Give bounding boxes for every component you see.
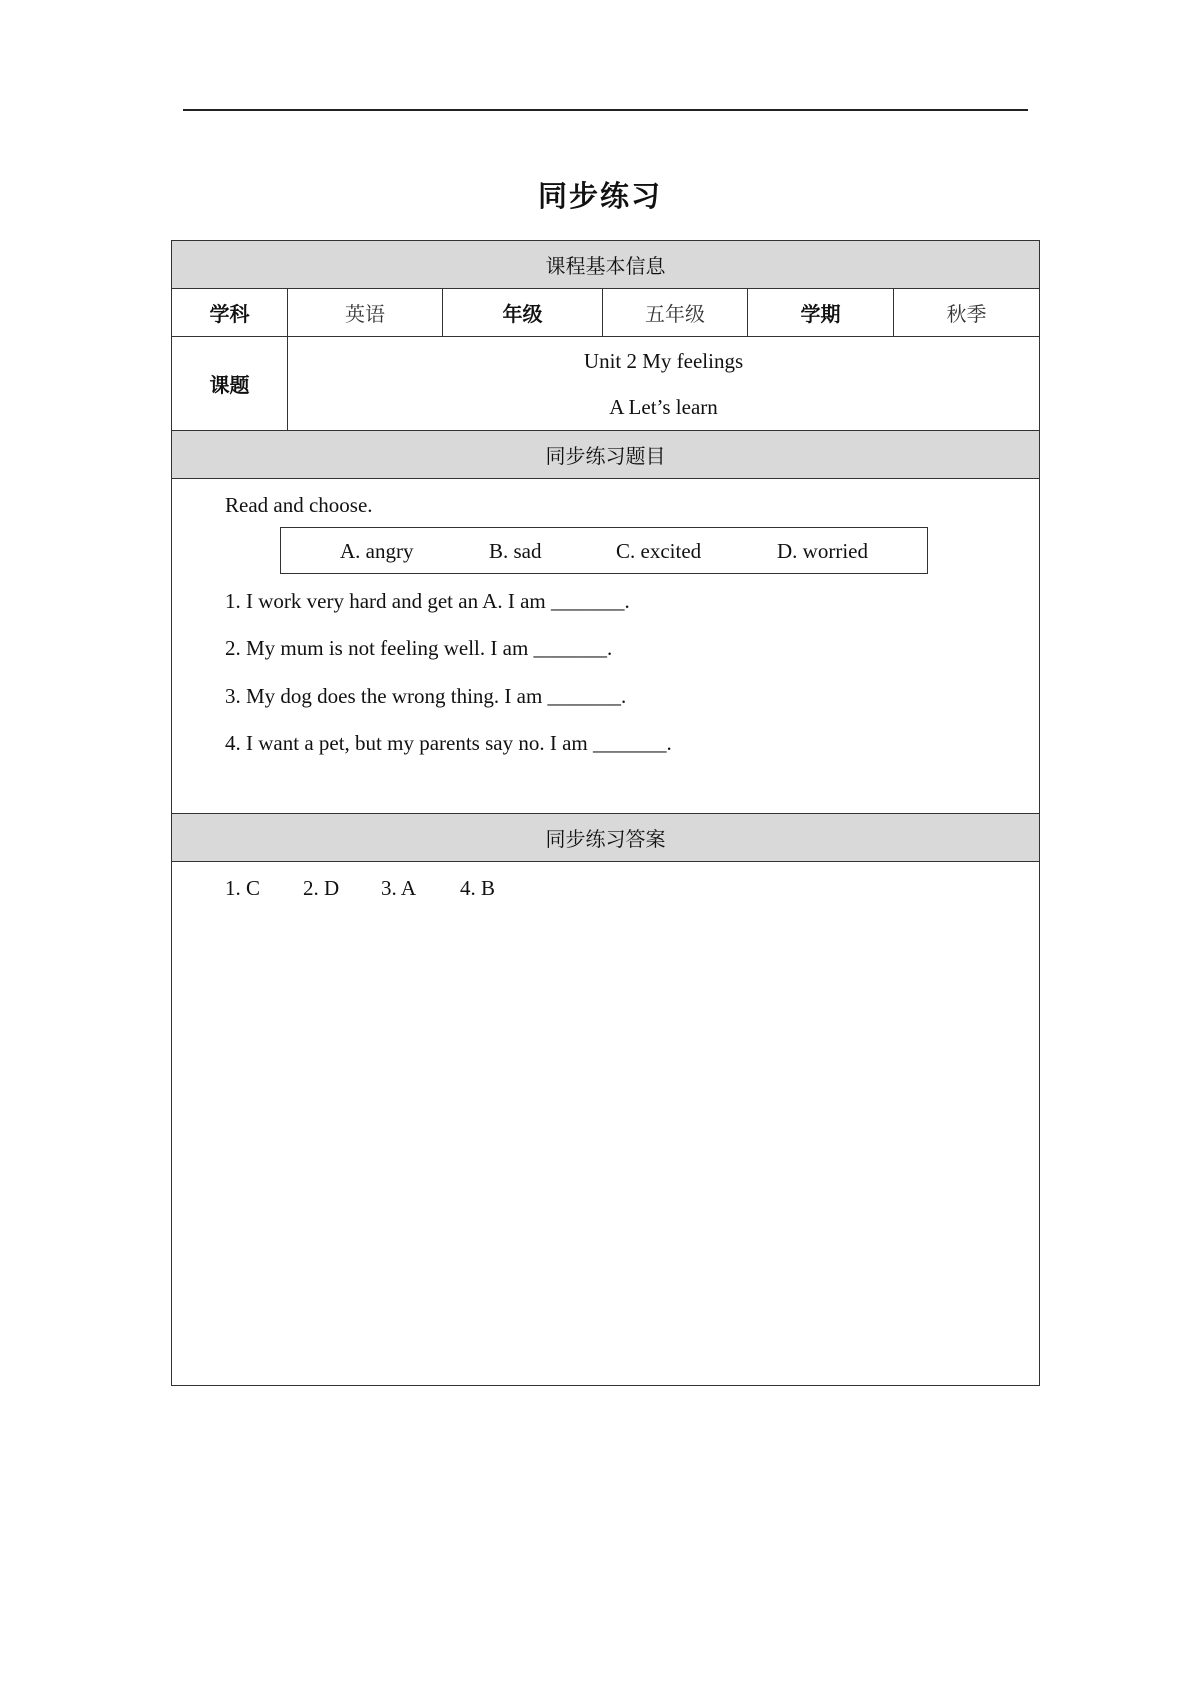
answer-body bbox=[172, 862, 1040, 1386]
question-4: 4. I want a pet, but my parents say no. I am _______. bbox=[225, 731, 672, 755]
topic-label: 课题 bbox=[172, 337, 288, 431]
worksheet-table bbox=[171, 240, 1040, 1386]
option-b: B. sad bbox=[489, 539, 542, 563]
topic-lesson: A Let’s learn bbox=[609, 394, 718, 419]
option-c: C. excited bbox=[616, 539, 702, 563]
topic-value bbox=[288, 337, 1040, 431]
term-label: 学期 bbox=[748, 289, 894, 337]
question-1: 1. I work very hard and get an A. I am _______. bbox=[225, 589, 630, 613]
options-box bbox=[280, 527, 928, 574]
subject-label: 学科 bbox=[172, 289, 288, 337]
subject-value: 英语 bbox=[288, 289, 443, 337]
grade-label: 年级 bbox=[443, 289, 603, 337]
term-value: 秋季 bbox=[894, 289, 1040, 337]
header-rule bbox=[183, 109, 1028, 111]
option-a: A. angry bbox=[340, 539, 414, 563]
grade-value: 五年级 bbox=[603, 289, 748, 337]
answer-1: 1. C bbox=[225, 876, 261, 900]
exercise-header: 同步练习题目 bbox=[172, 431, 1040, 479]
answer-header: 同步练习答案 bbox=[172, 814, 1040, 862]
document-title: 同步练习 bbox=[537, 179, 662, 213]
answer-3: 3. A bbox=[381, 876, 417, 900]
topic-unit: Unit 2 My feelings bbox=[583, 348, 744, 373]
course-info-header: 课程基本信息 bbox=[172, 241, 1040, 289]
answer-4: 4. B bbox=[460, 876, 496, 900]
option-d: D. worried bbox=[777, 539, 868, 563]
answer-2: 2. D bbox=[303, 876, 340, 900]
question-3: 3. My dog does the wrong thing. I am _______. bbox=[225, 684, 627, 708]
exercise-instruction: Read and choose. bbox=[225, 493, 373, 517]
exercise-body bbox=[172, 479, 1040, 814]
question-2: 2. My mum is not feeling well. I am _______. bbox=[225, 636, 613, 660]
